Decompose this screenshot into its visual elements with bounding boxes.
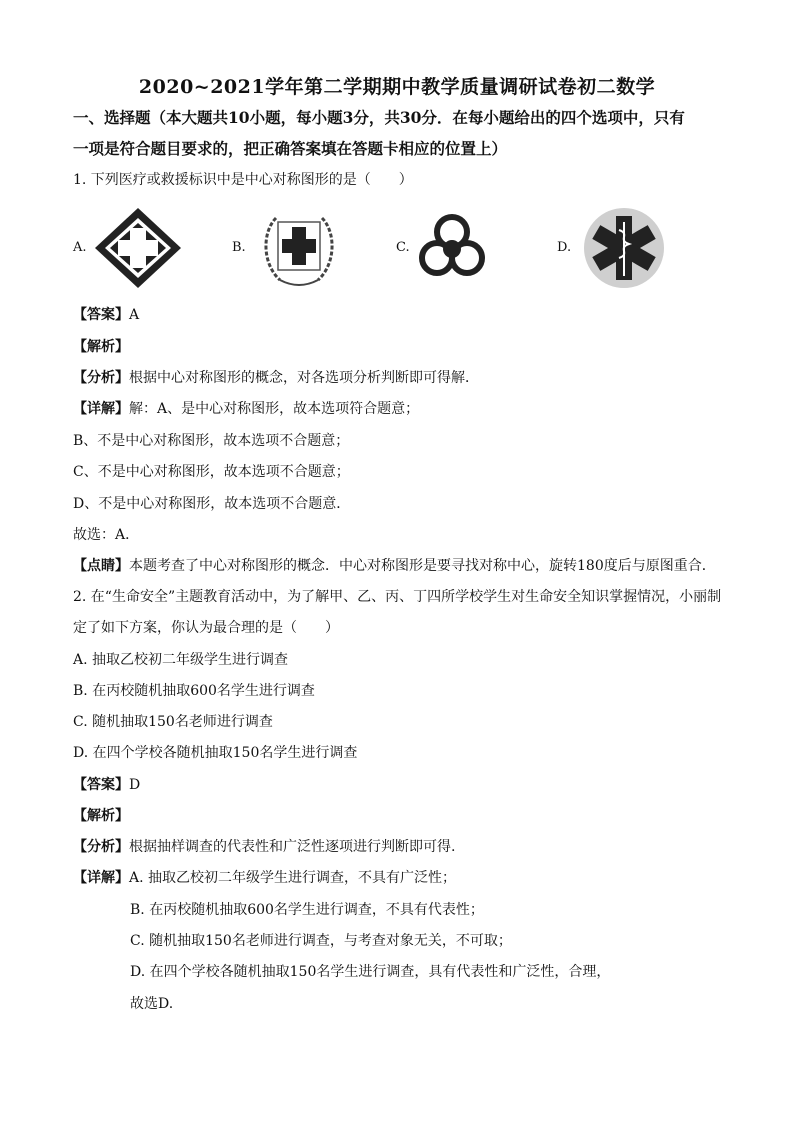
q2-detail-line: B. 在丙校随机抽取600名学生进行调查，不具有代表性； <box>130 902 484 918</box>
q1-comment-text: 本题考查了中心对称图形的概念．中心对称图形是要寻找对称中心，旋转180度后与原图重合． <box>129 558 716 574</box>
q1-detail-tag: 【详解】 <box>73 401 129 417</box>
q1-stem: 1. 下列医疗或救援标识中是中心对称图形的是（ ） <box>73 172 413 188</box>
q2-fenxi-text: 根据抽样调查的代表性和广泛性逐项进行判断即可得. <box>129 839 456 855</box>
q1-detail <box>73 400 419 418</box>
q2-detail-tag: 【详解】 <box>73 870 129 886</box>
q1-option-a-label: A. <box>73 240 87 255</box>
q2-answer <box>73 776 140 794</box>
cross-with-wreath-icon <box>256 206 342 290</box>
q1-answer <box>73 306 139 324</box>
q2-answer-value: D <box>129 777 141 793</box>
section-header-line-1: 一、选择题（本大题共10小题，每小题3分，共30分．在每小题给出的四个选项中，只有 <box>73 108 685 127</box>
q1-option-c <box>396 206 556 290</box>
q1-option-d <box>557 206 717 290</box>
page-title: 2020~2021学年第二学期期中教学质量调研试卷初二数学 <box>138 76 656 98</box>
q2-stem-line-1: 2. 在“生命安全”主题教育活动中，为了解甲、乙、丙、丁四所学校学生对生命安全知识掌握情况，小丽制 <box>73 589 722 605</box>
q2-fenxi-tag: 【分析】 <box>73 839 129 855</box>
q1-option-b-label: B. <box>232 240 246 255</box>
q2-detail-line: 故选D. <box>130 996 174 1012</box>
q1-answer-value: A <box>129 307 140 323</box>
q1-fenxi <box>73 369 479 387</box>
q1-analysis-tag: 【解析】 <box>73 339 129 355</box>
q1-comment <box>73 557 716 575</box>
q1-option-d-label: D. <box>557 240 572 255</box>
q1-option-c-label: C. <box>396 240 410 255</box>
section-header-line-2: 一项是符合题目要求的，把正确答案填在答题卡相应的位置上） <box>73 139 508 158</box>
q2-detail <box>73 869 456 887</box>
q2-option: A. 抽取乙校初二年级学生进行调查 <box>73 652 289 668</box>
q1-option-a <box>73 206 233 290</box>
q1-comment-tag: 【点睛】 <box>73 558 129 574</box>
q1-answer-tag: 【答案】 <box>73 307 129 323</box>
q2-option: D. 在四个学校各随机抽取150名学生进行调查 <box>73 745 358 761</box>
q1-detail-line: B、不是中心对称图形，故本选项不合题意； <box>73 433 350 449</box>
q1-fenxi-tag: 【分析】 <box>73 370 129 386</box>
cross-in-diamond-icon <box>93 206 183 290</box>
q2-detail-line: A. 抽取乙校初二年级学生进行调查，不具有广泛性； <box>129 870 457 886</box>
q2-detail-line: C. 随机抽取150名老师进行调查，与考查对象无关，不可取； <box>130 933 512 949</box>
q1-detail-line: D、不是中心对称图形，故本选项不合题意． <box>73 496 351 512</box>
q1-detail-line: C、不是中心对称图形，故本选项不合题意； <box>73 464 350 480</box>
q2-option: C. 随机抽取150名老师进行调查 <box>73 714 273 730</box>
q2-detail-line: D. 在四个学校各随机抽取150名学生进行调查，具有代表性和广泛性，合理， <box>130 964 611 980</box>
q1-option-b <box>232 206 392 290</box>
q1-detail-line: 解：A、是中心对称图形，故本选项符合题意； <box>129 401 420 417</box>
q2-fenxi <box>73 838 455 856</box>
q2-analysis-tag: 【解析】 <box>73 808 129 824</box>
q1-fenxi-text: 根据中心对称图形的概念，对各选项分析判断即可得解． <box>129 370 479 386</box>
q2-option: B. 在丙校随机抽取600名学生进行调查 <box>73 683 315 699</box>
star-of-life-icon <box>581 206 667 290</box>
biohazard-icon <box>416 206 488 290</box>
q2-stem-line-2: 定了如下方案，你认为最合理的是（ ） <box>73 620 339 636</box>
q2-answer-tag: 【答案】 <box>73 777 129 793</box>
q1-detail-line: 故选：A． <box>73 527 140 543</box>
